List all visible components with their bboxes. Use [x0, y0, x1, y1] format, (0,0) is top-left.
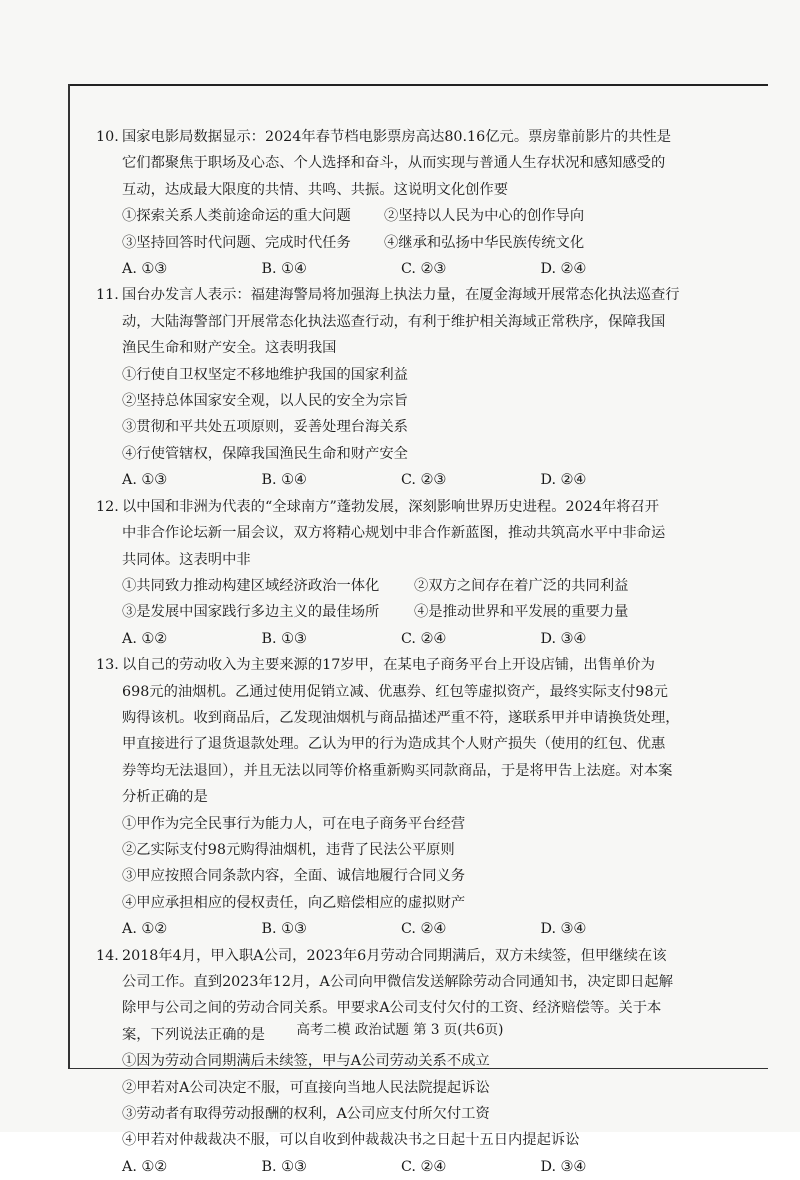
- option-d: D. ③④: [540, 1158, 587, 1175]
- item-row: [122, 573, 680, 599]
- stem-line: 以自己的劳动收入为主要来源的17岁甲，在某电子商务平台上开设店铺，出售单价为: [122, 657, 655, 674]
- page-border-left: [68, 84, 70, 1069]
- option-d: D. ③④: [540, 921, 587, 938]
- stem-line: 中非合作论坛新一届会议，双方将精心规划中非合作新蓝图，推动共筑高水平中非命运: [122, 525, 666, 542]
- item-row: [122, 203, 680, 229]
- stem-line: 案，下列说法正确的是: [122, 1026, 265, 1043]
- question-number: 13.: [96, 657, 119, 674]
- question-14: [96, 943, 680, 1180]
- stem-line: 共同体。这表明中非: [122, 551, 251, 568]
- question-number: 14.: [96, 947, 119, 964]
- option-a: A. ①③: [122, 472, 168, 489]
- stem-line: 698元的油烟机。乙通过使用促销立减、优惠券、红包等虚拟资产，最终实际支付98元: [122, 683, 668, 700]
- statement-item: ④是推动世界和平发展的重要力量: [414, 604, 629, 621]
- statement-item: ④甲若对仲裁裁决不服，可以自收到仲裁裁决书之日起十五日内提起诉讼: [122, 1132, 580, 1149]
- item-row: [122, 599, 680, 625]
- statement-item: ①共同致力推动构建区域经济政治一体化: [122, 577, 380, 594]
- question-number: 12.: [96, 498, 119, 515]
- option-a: A. ①②: [122, 921, 168, 938]
- option-d: D. ②④: [540, 472, 587, 489]
- option-b: B. ①③: [261, 921, 307, 938]
- stem-line: 动，大陆海警部门开展常态化执法巡查行动，有利于维护相关海域正常秩序，保障我国: [122, 313, 666, 330]
- stem-line: 互动，达成最大限度的共情、共鸣、共振。这说明文化创作要: [122, 181, 509, 198]
- option-c: C. ②④: [401, 1158, 447, 1175]
- stem-line: 它们都聚焦于职场及心态、个人选择和奋斗，从而实现与普通人生存状况和感知感受的: [122, 155, 666, 172]
- statement-item: ②双方之间存在着广泛的共同利益: [414, 577, 629, 594]
- answer-options: [122, 256, 680, 282]
- option-b: B. ①④: [261, 261, 307, 278]
- statement-item: ②坚持总体国家安全观，以人民的安全为宗旨: [122, 393, 408, 410]
- option-a: A. ①②: [122, 1158, 168, 1175]
- stem-line: 以中国和非洲为代表的“全球南方”蓬勃发展，深刻影响世界历史进程。2024年将召开: [122, 498, 660, 515]
- statement-item: ④行使管辖权，保障我国渔民生命和财产安全: [122, 445, 408, 462]
- question-11: [96, 282, 680, 493]
- statement-item: ②甲若对A公司决定不服，可直接向当地人民法院提起诉讼: [122, 1079, 490, 1096]
- question-stem: [96, 943, 680, 969]
- question-stem: [96, 494, 680, 520]
- statement-item: ①行使自卫权坚定不移地维护我国的国家利益: [122, 366, 408, 383]
- question-10: [96, 124, 680, 282]
- stem-line: 甲直接进行了退货退款处理。乙认为甲的行为造成其个人财产损失（使用的红包、优惠: [122, 736, 666, 753]
- answer-options: [122, 467, 680, 493]
- stem-line: 公司工作。直到2023年12月，A公司向甲微信发送解除劳动合同通知书，决定即日起解: [122, 974, 673, 990]
- stem-line: 券等均无法退回），并且无法以同等价格重新购买同款商品，于是将甲告上法庭。对本案: [122, 762, 673, 779]
- statement-item: ③劳动者有取得劳动报酬的权利，A公司应支付所欠付工资: [122, 1106, 490, 1123]
- option-d: D. ③④: [540, 630, 587, 647]
- option-d: D. ②④: [540, 261, 587, 278]
- statement-item: ③甲应按照合同条款内容，全面、诚信地履行合同义务: [122, 868, 466, 885]
- question-12: [96, 494, 680, 652]
- question-stem: [96, 652, 680, 678]
- question-number: 10.: [96, 129, 119, 145]
- answer-options: [122, 626, 680, 652]
- option-b: B. ①③: [261, 630, 307, 647]
- stem-line: 国台办发言人表示：福建海警局将加强海上执法力量，在厦金海域开展常态化执法巡查行: [122, 287, 680, 304]
- option-b: B. ①④: [261, 472, 307, 489]
- statement-item: ①甲作为完全民事行为能力人，可在电子商务平台经营: [122, 815, 466, 832]
- answer-options: [122, 1154, 680, 1180]
- question-number: 11.: [96, 287, 119, 304]
- item-row: [122, 230, 680, 256]
- option-a: A. ①③: [122, 261, 168, 278]
- stem-line: 国家电影局数据显示：2024年春节档电影票房高达80.16亿元。票房靠前影片的共性是: [122, 129, 672, 145]
- page-footer: 高考二模 政治试题 第 3 页(共6页): [296, 1022, 504, 1038]
- stem-line: 2018年4月，甲入职A公司，2023年6月劳动合同期满后，双方未续签，但甲继续在该: [122, 947, 667, 964]
- stem-line: 分析正确的是: [122, 789, 208, 806]
- statement-item: ③贯彻和平共处五项原则，妥善处理台海关系: [122, 419, 408, 436]
- question-stem: [96, 282, 680, 308]
- page-border-top: [68, 84, 768, 86]
- statement-item: ③坚持回答时代问题、完成时代任务: [122, 234, 351, 251]
- option-c: C. ②④: [401, 921, 447, 938]
- statement-item: ③是发展中国家践行多边主义的最佳场所: [122, 604, 380, 621]
- question-stem: [96, 124, 680, 150]
- statement-item: ①探索关系人类前途命运的重大问题: [122, 208, 351, 225]
- statement-item: ②坚持以人民为中心的创作导向: [384, 208, 585, 225]
- statement-item: ④甲应承担相应的侵权责任，向乙赔偿相应的虚拟财产: [122, 894, 466, 911]
- statement-item: ②乙实际支付98元购得油烟机，违背了民法公平原则: [122, 841, 455, 858]
- statement-item: ①因为劳动合同期满后未续签，甲与A公司劳动关系不成立: [122, 1053, 490, 1070]
- statement-item: ④继承和弘扬中华民族传统文化: [384, 234, 585, 251]
- stem-line: 渔民生命和财产安全。这表明我国: [122, 340, 337, 357]
- answer-options: [122, 916, 680, 942]
- question-13: [96, 652, 680, 942]
- stem-line: 购得该机。收到商品后，乙发现油烟机与商品描述严重不符，遂联系甲并申请换货处理，: [122, 709, 680, 726]
- option-c: C. ②④: [401, 630, 447, 647]
- option-c: C. ②③: [401, 472, 447, 489]
- option-a: A. ①②: [122, 630, 168, 647]
- option-b: B. ①③: [261, 1158, 307, 1175]
- option-c: C. ②③: [401, 261, 447, 278]
- stem-line: 除甲与公司之间的劳动合同关系。甲要求A公司支付欠付的工资、经济赔偿等。关于本: [122, 1000, 662, 1017]
